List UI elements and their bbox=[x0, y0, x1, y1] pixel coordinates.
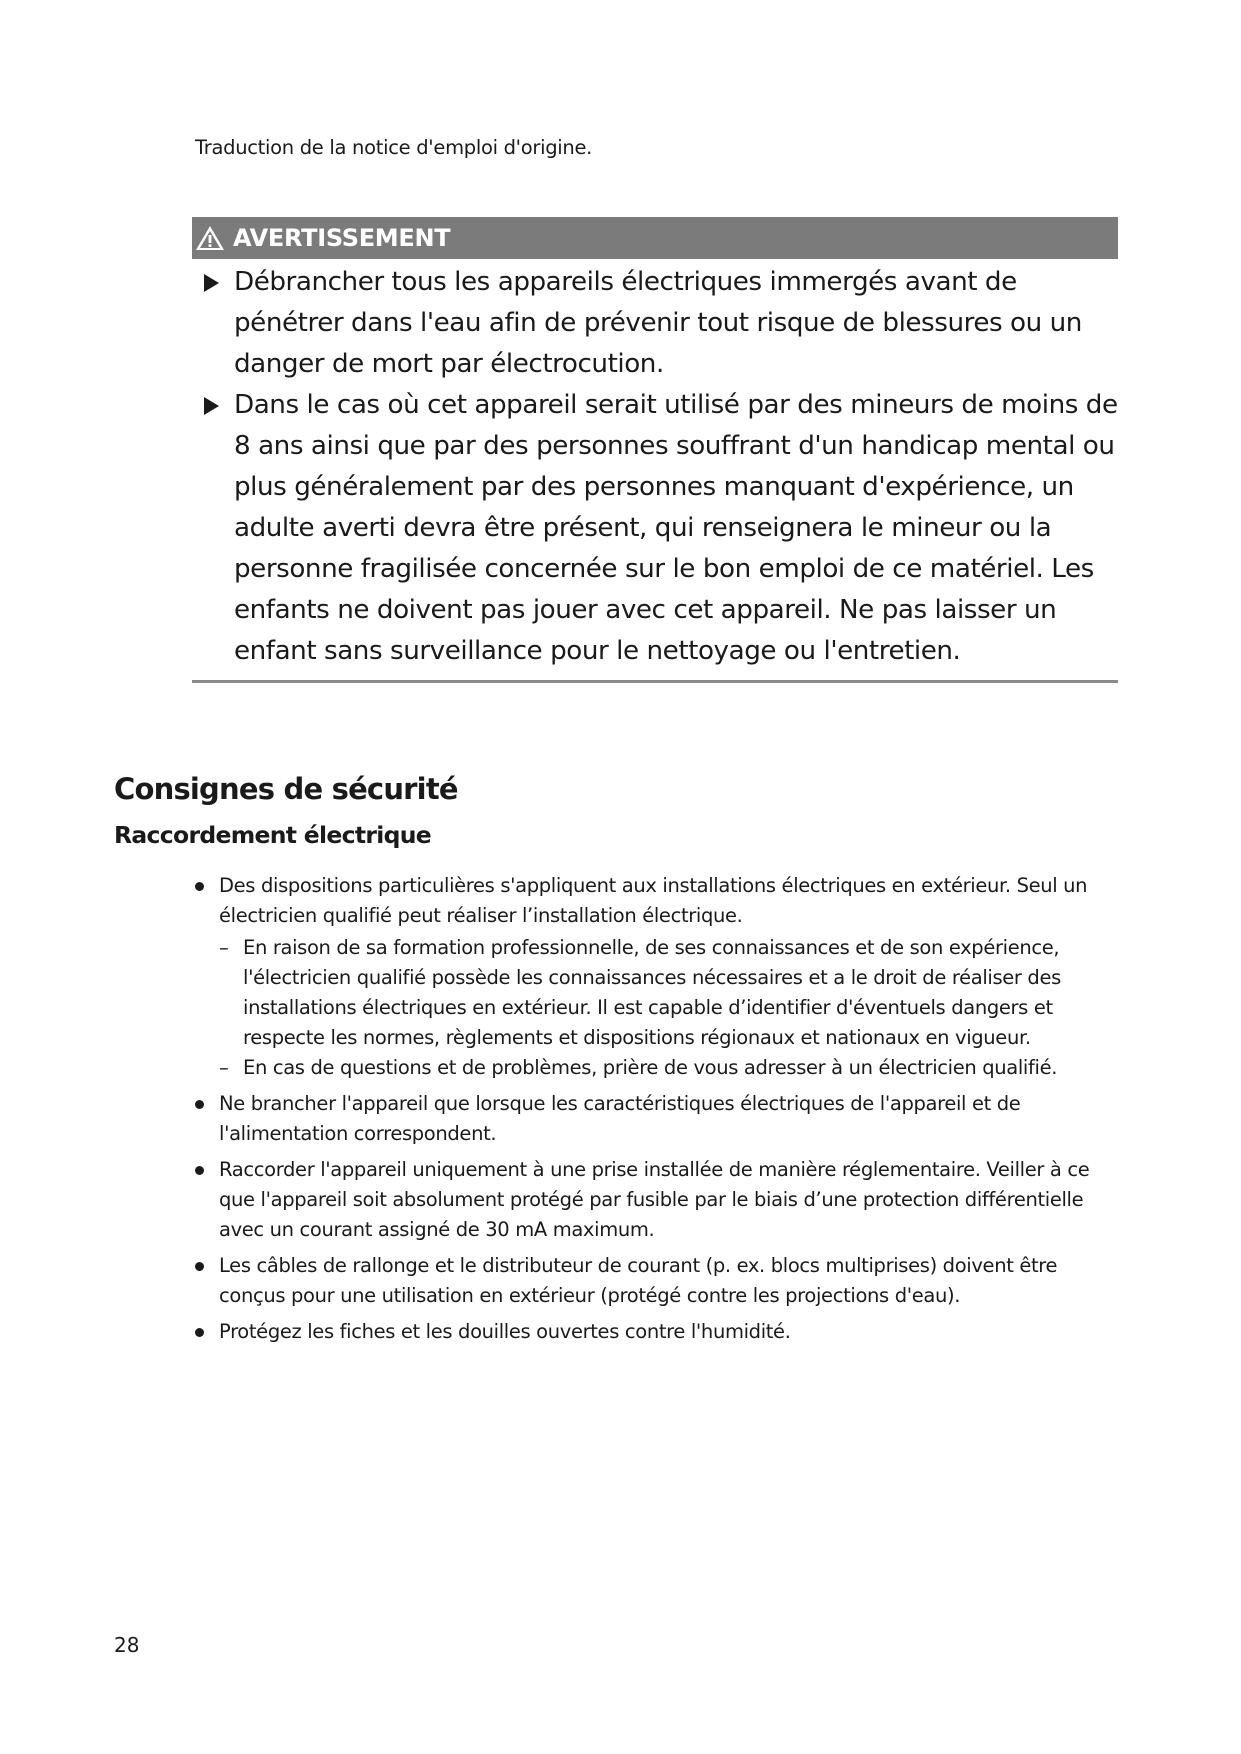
sub-list-item-text: En cas de questions et de problèmes, prière de vous adresser à un électricien qualifié. bbox=[243, 1056, 1058, 1079]
list-item bbox=[195, 1251, 1115, 1311]
bullet-dot-icon bbox=[195, 1328, 204, 1337]
sub-list-item-text: En raison de sa formation professionnelle, de ses connaissances et de son expérience, l'électricien qualifié possède les connaissances nécessaires et a le droit de réaliser des installations électriques en extérieur. Il est capable d’identifier d'éventuels dangers et respecte les normes, règlements et dispositions régionaux et nationaux en vigueur. bbox=[243, 936, 1061, 1049]
sub-list-item bbox=[219, 933, 1115, 1053]
bullet-dot-icon bbox=[195, 882, 204, 891]
list-item-text: Raccorder l'appareil uniquement à une prise installée de manière réglementaire. Veiller à ce que l'appareil soit absolument protégé par fusible par le biais d’une protection différentielle avec un courant assigné de 30 mA maximum. bbox=[219, 1158, 1090, 1241]
list-item-text: Ne brancher l'appareil que lorsque les caractéristiques électriques de l'appareil et de l'alimentation correspondent. bbox=[219, 1092, 1021, 1145]
warning-item-text: Débrancher tous les appareils électriques immergés avant de pénétrer dans l'eau afin de prévenir tout risque de blessures ou un danger de mort par électrocution. bbox=[234, 267, 1082, 379]
warning-divider bbox=[192, 680, 1118, 683]
warning-item bbox=[192, 262, 1118, 385]
list-item-text: Les câbles de rallonge et le distributeur de courant (p. ex. blocs multiprises) doivent être conçus pour une utilisation en extérieur (protégé contre les projections d'eau). bbox=[219, 1254, 1058, 1307]
list-item bbox=[195, 871, 1115, 1083]
triangle-bullet-icon bbox=[204, 397, 219, 415]
warning-item-text: Dans le cas où cet appareil serait utilisé par des mineurs de moins de 8 ans ainsi que par des personnes souffrant d'un handicap mental ou plus généralement par des personnes manquant d'expérience, un adulte averti devra être présent, qui renseignera le mineur ou la personne fragilisée concernée sur le bon emploi de ce matériel. Les enfants ne doivent pas jouer avec cet appareil. Ne pas laisser un enfant sans surveillance pour le nettoyage ou l'entretien. bbox=[234, 390, 1118, 666]
subsection-title: Raccordement électrique bbox=[114, 821, 432, 849]
intro-text: Traduction de la notice d'emploi d'origine. bbox=[195, 136, 593, 159]
dash-bullet-icon: – bbox=[219, 1056, 229, 1079]
safety-list bbox=[195, 871, 1115, 1353]
triangle-bullet-icon bbox=[204, 274, 219, 292]
list-item bbox=[195, 1155, 1115, 1245]
warning-title: AVERTISSEMENT bbox=[233, 224, 451, 252]
warning-triangle-icon bbox=[195, 225, 225, 251]
bullet-dot-icon bbox=[195, 1262, 204, 1271]
list-item bbox=[195, 1317, 1115, 1347]
dash-bullet-icon: – bbox=[219, 936, 229, 959]
warning-list bbox=[192, 262, 1118, 672]
bullet-dot-icon bbox=[195, 1166, 204, 1175]
list-item-text: Des dispositions particulières s'appliquent aux installations électriques en extérieur. Seul un électricien qualifié peut réaliser l’installation électrique. bbox=[219, 874, 1088, 927]
warning-header bbox=[192, 217, 1118, 259]
list-item-text: Protégez les fiches et les douilles ouvertes contre l'humidité. bbox=[219, 1320, 791, 1343]
page-number: 28 bbox=[114, 1633, 140, 1657]
sub-list-item bbox=[219, 1053, 1115, 1083]
list-item bbox=[195, 1089, 1115, 1149]
warning-box bbox=[192, 217, 1118, 683]
section-title: Consignes de sécurité bbox=[114, 772, 458, 806]
sub-list bbox=[219, 933, 1115, 1083]
bullet-dot-icon bbox=[195, 1100, 204, 1109]
warning-item bbox=[192, 385, 1118, 672]
